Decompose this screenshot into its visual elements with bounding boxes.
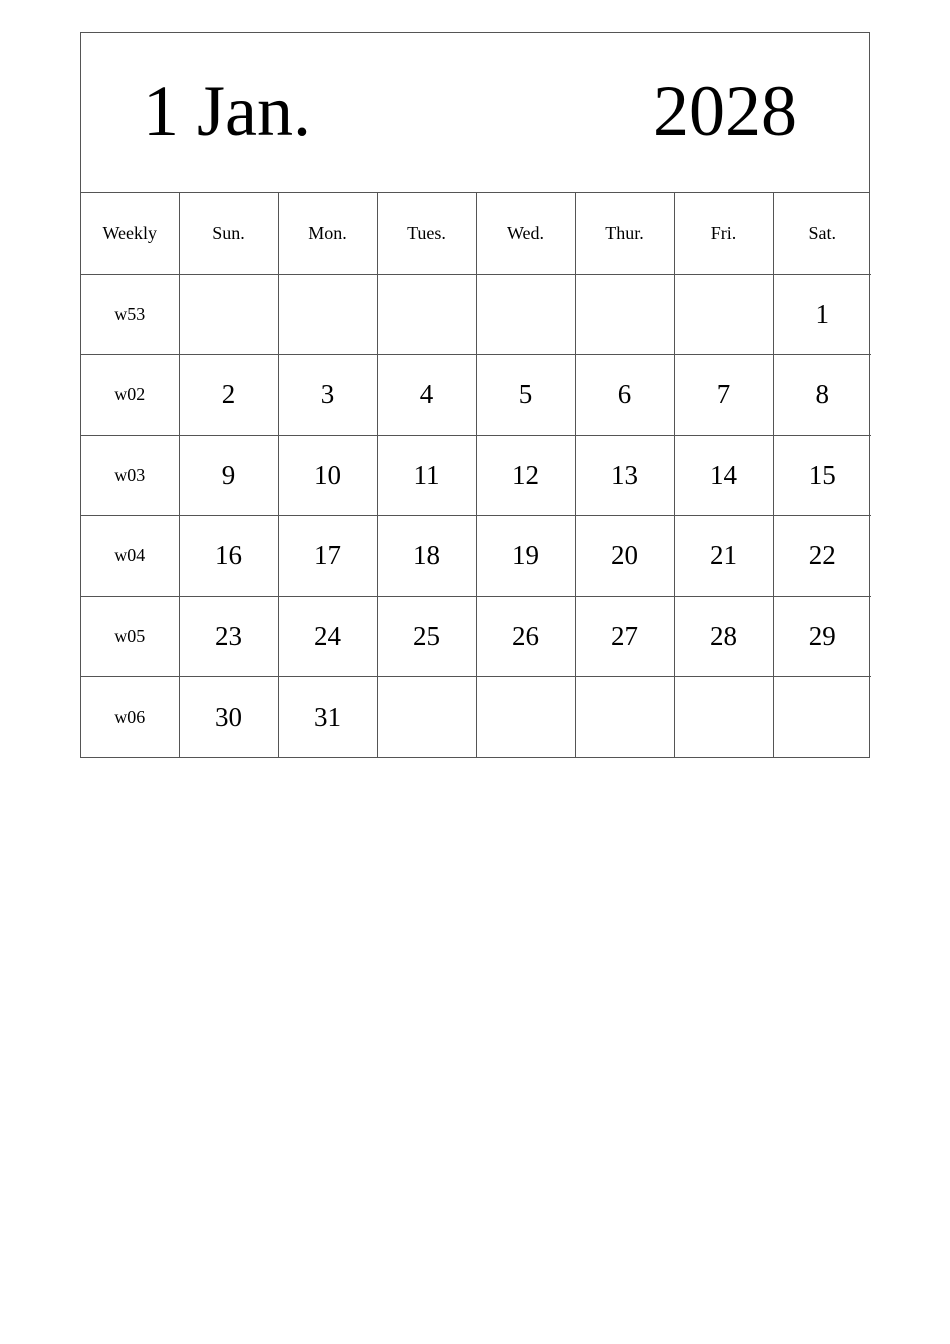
week-number: w53 [81,274,179,355]
week-row [81,435,871,516]
day-cell[interactable]: 5 [476,355,575,436]
calendar [80,32,870,758]
calendar-header [81,33,869,193]
day-cell[interactable]: 20 [575,516,674,597]
day-cell[interactable] [575,677,674,758]
week-number: w05 [81,596,179,677]
week-number: w02 [81,355,179,436]
week-row [81,274,871,355]
day-cell[interactable] [773,677,871,758]
day-cell[interactable] [476,677,575,758]
month-title: 1 Jan. [143,71,311,151]
week-row [81,677,871,758]
day-cell[interactable]: 7 [674,355,773,436]
column-header-sun: Sun. [179,193,278,274]
day-cell[interactable] [377,274,476,355]
day-cell[interactable]: 19 [476,516,575,597]
day-cell[interactable]: 18 [377,516,476,597]
week-number: w04 [81,516,179,597]
day-cell[interactable]: 1 [773,274,871,355]
day-cell[interactable]: 27 [575,596,674,677]
day-cell[interactable]: 6 [575,355,674,436]
day-cell[interactable]: 23 [179,596,278,677]
column-header-wed: Wed. [476,193,575,274]
day-cell[interactable]: 9 [179,435,278,516]
day-cell[interactable]: 21 [674,516,773,597]
week-number: w03 [81,435,179,516]
day-cell[interactable]: 11 [377,435,476,516]
day-cell[interactable]: 29 [773,596,871,677]
week-number: w06 [81,677,179,758]
day-cell[interactable] [377,677,476,758]
day-cell[interactable] [674,677,773,758]
day-cell[interactable]: 14 [674,435,773,516]
column-header-thu: Thur. [575,193,674,274]
day-cell[interactable]: 2 [179,355,278,436]
day-cell[interactable]: 30 [179,677,278,758]
day-cell[interactable]: 4 [377,355,476,436]
day-cell[interactable]: 31 [278,677,377,758]
day-cell[interactable] [179,274,278,355]
day-cell[interactable] [278,274,377,355]
day-cell[interactable]: 28 [674,596,773,677]
column-header-sat: Sat. [773,193,871,274]
day-cell[interactable]: 3 [278,355,377,436]
day-cell[interactable]: 24 [278,596,377,677]
column-header-tue: Tues. [377,193,476,274]
week-row [81,355,871,436]
day-of-week-header [81,193,871,274]
column-header-fri: Fri. [674,193,773,274]
calendar-grid [81,193,871,757]
year-title: 2028 [653,71,797,151]
day-cell[interactable]: 26 [476,596,575,677]
day-cell[interactable] [674,274,773,355]
column-header-weekly: Weekly [81,193,179,274]
day-cell[interactable]: 22 [773,516,871,597]
day-cell[interactable] [575,274,674,355]
day-cell[interactable]: 17 [278,516,377,597]
day-cell[interactable] [476,274,575,355]
day-cell[interactable]: 15 [773,435,871,516]
day-cell[interactable]: 16 [179,516,278,597]
day-cell[interactable]: 8 [773,355,871,436]
week-row [81,596,871,677]
week-row [81,516,871,597]
day-cell[interactable]: 12 [476,435,575,516]
day-cell[interactable]: 13 [575,435,674,516]
day-cell[interactable]: 25 [377,596,476,677]
day-cell[interactable]: 10 [278,435,377,516]
column-header-mon: Mon. [278,193,377,274]
